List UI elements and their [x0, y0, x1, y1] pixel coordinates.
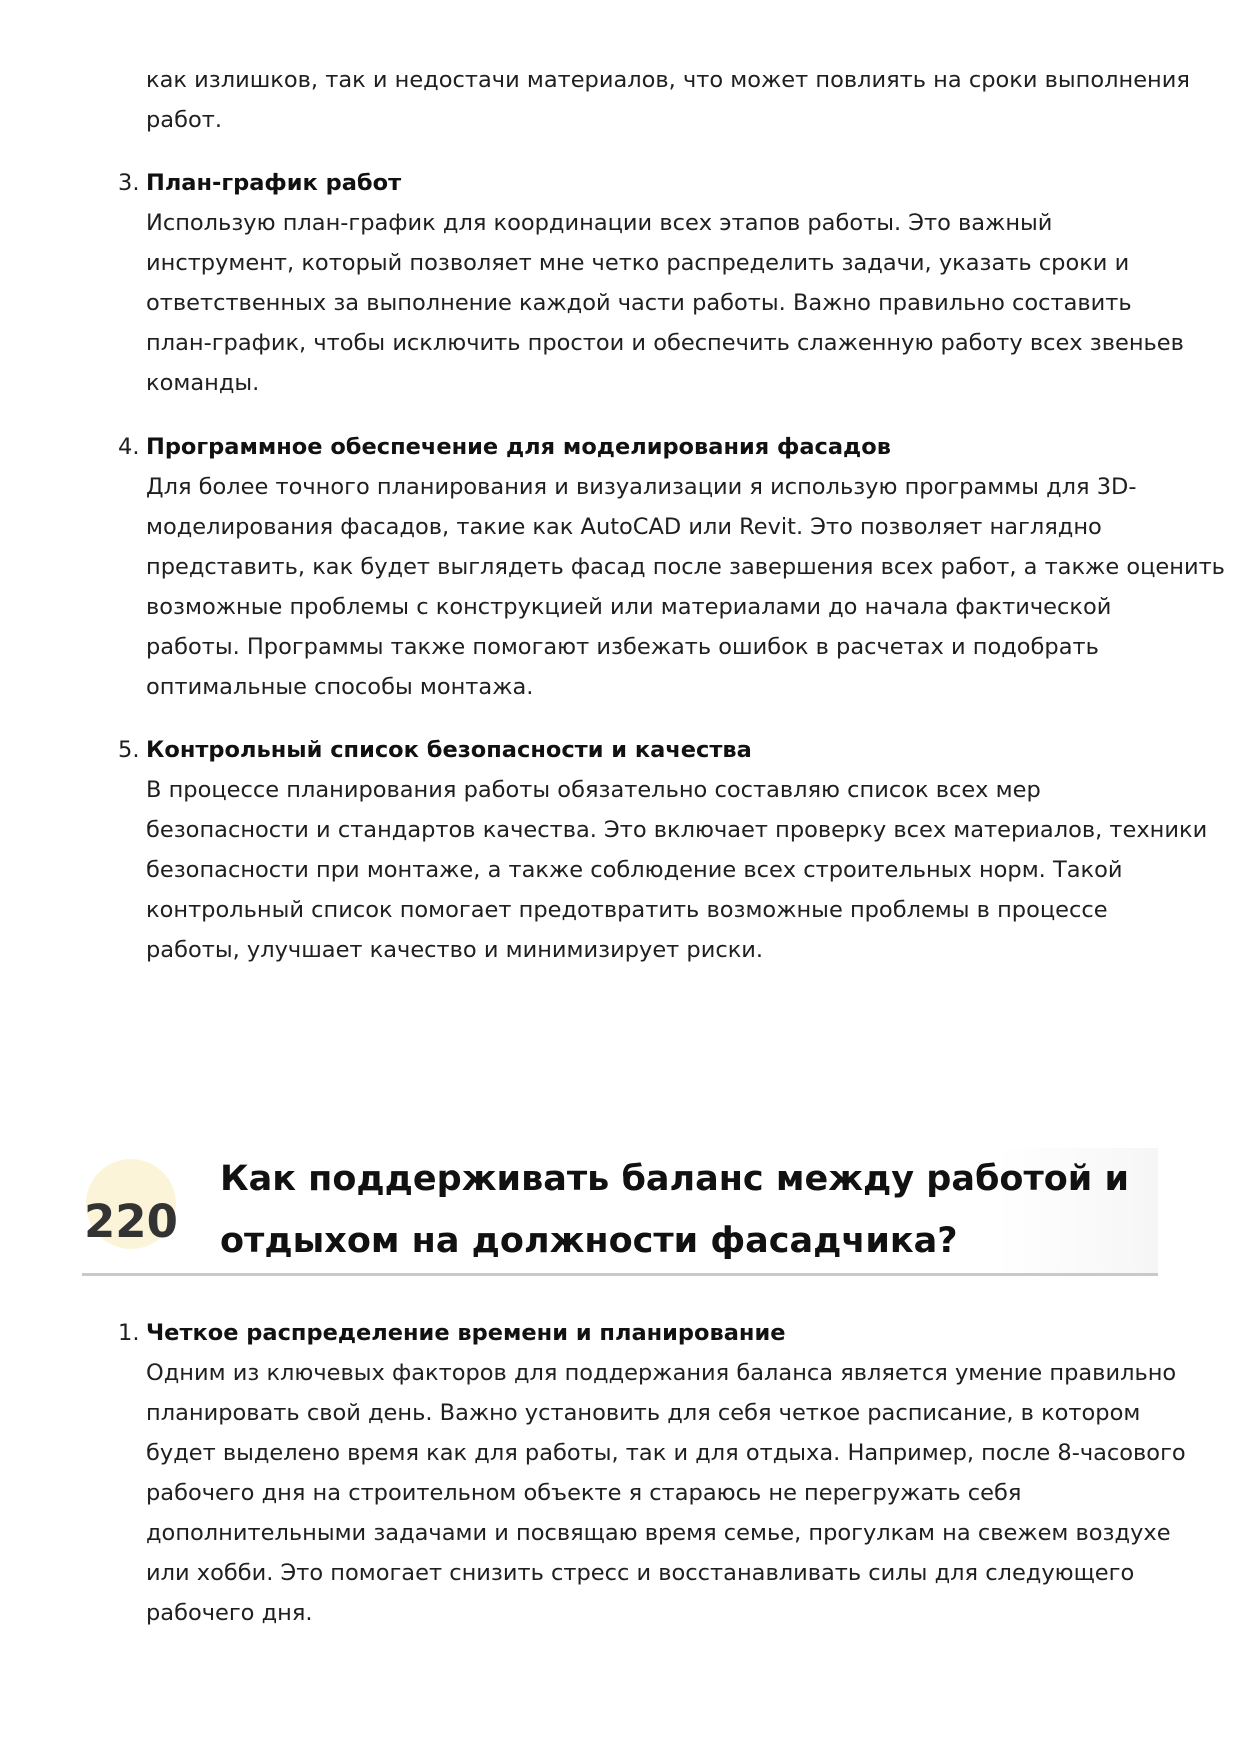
paragraph-line: работы. Программы также помогают избежать ошибок в расчетах и подобрать [146, 634, 1099, 660]
list-item-number: 4. [118, 434, 140, 460]
paragraph-line: рабочего дня. [146, 1600, 313, 1626]
paragraph-line: план-график, чтобы исключить простои и обеспечить слаженную работу всех звеньев [146, 330, 1184, 356]
list-item [118, 730, 1208, 970]
list-item-number: 1. [118, 1320, 140, 1346]
list-item-title [118, 163, 1166, 203]
paragraph-line: работ. [146, 107, 222, 133]
list-item-number: 5. [118, 737, 140, 763]
list-item-title-text: Программное обеспечение для моделирования фасадов [146, 434, 891, 460]
paragraph-line: ответственных за выполнение каждой части работы. Важно правильно составить [146, 290, 1132, 316]
paragraph-line: безопасности и стандартов качества. Это включает проверку всех материалов, техники [146, 817, 1208, 843]
section-header [82, 1148, 1158, 1276]
paragraph-line: планировать свой день. Важно установить для себя четкое расписание, в котором [146, 1400, 1141, 1426]
question-number-badge [86, 1159, 176, 1249]
paragraph-line: рабочего дня на строительном объекте я стараюсь не перегружать себя [146, 1480, 1022, 1506]
section-title [220, 1148, 1129, 1272]
paragraph-line: В процессе планирования работы обязательно составляю список всех мер [146, 777, 1041, 803]
list-item [118, 427, 1225, 707]
list-item [118, 163, 1184, 403]
paragraph-line: представить, как будет выглядеть фасад после завершения всех работ, а также оценить [146, 554, 1225, 580]
paragraph-line: возможные проблемы с конструкцией или материалами до начала фактической [146, 594, 1112, 620]
list-item [118, 1313, 1186, 1633]
list-item-title-text: План-график работ [146, 170, 402, 196]
paragraph-line: Для более точного планирования и визуализации я использую программы для 3D- [146, 474, 1137, 500]
list-item-body [146, 770, 1208, 970]
section-title-line: Как поддерживать баланс между работой и [220, 1159, 1130, 1199]
list-item-body [146, 467, 1225, 707]
paragraph-line: дополнительными задачами и посвящаю время семье, прогулкам на свежем воздухе [146, 1520, 1171, 1546]
paragraph-line: контрольный список помогает предотвратить возможные проблемы в процессе [146, 897, 1108, 923]
paragraph-line: как излишков, так и недостачи материалов, что может повлиять на сроки выполнения [146, 67, 1190, 93]
question-number: 220 [84, 1195, 178, 1248]
list-item-title-text: Четкое распределение времени и планирование [146, 1320, 786, 1346]
list-item-body [146, 1353, 1186, 1633]
list-item-title [118, 427, 1166, 467]
list-item-body [146, 203, 1184, 403]
paragraph-line: Одним из ключевых факторов для поддержания баланса является умение правильно [146, 1360, 1177, 1386]
list-item-title-text: Контрольный список безопасности и качества [146, 737, 752, 763]
list-item-title [118, 1313, 1166, 1353]
paragraph-line: безопасности при монтаже, а также соблюдение всех строительных норм. Такой [146, 857, 1123, 883]
paragraph-line: Использую план-график для координации всех этапов работы. Это важный [146, 210, 1053, 236]
paragraph-line: или хобби. Это помогает снизить стресс и восстанавливать силы для следующего [146, 1560, 1135, 1586]
paragraph-line: будет выделено время как для работы, так и для отдыха. Например, после 8-часового [146, 1440, 1186, 1466]
paragraph-line: команды. [146, 370, 260, 396]
list-item-title [118, 730, 1166, 770]
paragraph-line: моделирования фасадов, такие как AutoCAD или Revit. Это позволяет наглядно [146, 514, 1102, 540]
paragraph-line: работы, улучшает качество и минимизирует риски. [146, 937, 764, 963]
paragraph-line: инструмент, который позволяет мне четко распределить задачи, указать сроки и [146, 250, 1130, 276]
list-item-number: 3. [118, 170, 140, 196]
intro-paragraph [146, 60, 1190, 140]
paragraph-line: оптимальные способы монтажа. [146, 674, 534, 700]
section-title-line: отдыхом на должности фасадчика? [220, 1221, 958, 1261]
